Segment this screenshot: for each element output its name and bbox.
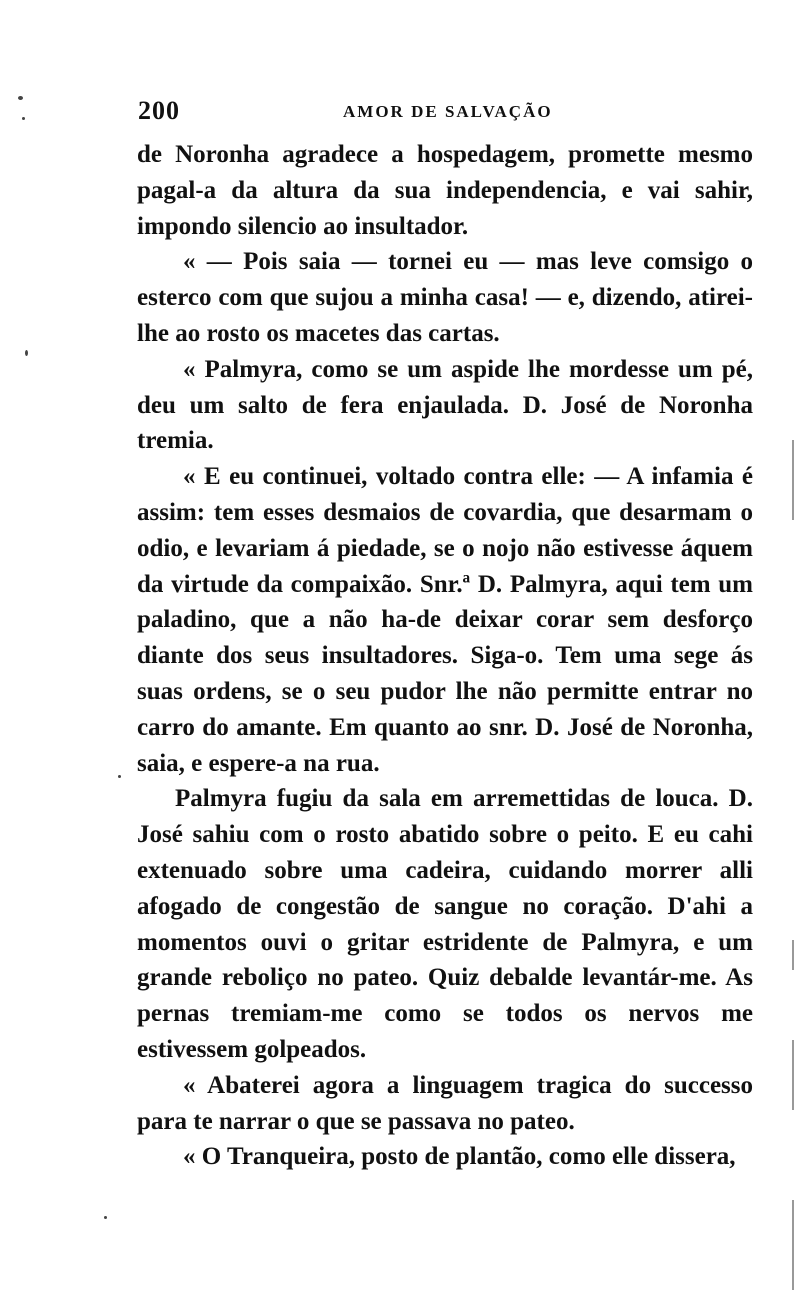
- paragraph: « O Tranqueira, posto de plantão, como elle dissera,: [183, 1143, 736, 1171]
- paragraph: « — Pois saia — tornei eu — mas leve comsigo o esterco com que sujou a minha casa! — e, dizendo, atirei-lhe ao rosto os macetes das cartas.: [137, 248, 753, 347]
- paragraph-continuation: de Noronha agradece a hospedagem, promette mesmo pagal-a da altura da sua independencia, e vai sahir, impondo silencio ao insultador.: [137, 141, 753, 240]
- paragraph: « E eu continuei, voltado contra elle: — A infamia é assim: tem esses desmaios de covardia, que desarmam o odio, e levariam á piedade, se o nojo não estivesse áquem da virtude da compaixão. Snr.ª D. Palmyra, aqui tem um paladino, que a não ha-de deixar corar sem desforço diante dos seus insultadores. Siga-o. Tem uma sege ás suas ordens, se o seu pudor lhe não permitte entrar no carro do amante. Em quanto ao snr. D. José de Noronha, saia, e espere-a na rua.: [137, 463, 753, 777]
- page-header: [138, 96, 758, 130]
- scan-speck: [104, 1216, 107, 1219]
- scan-edge-mark: [792, 940, 794, 970]
- paragraph: « Abaterei agora a linguagem tragica do successo para te narrar o que se passava no pateo.: [137, 1071, 753, 1135]
- scan-speck: [18, 96, 23, 100]
- scan-edge-mark: [792, 1200, 794, 1290]
- paragraph: « Palmyra, como se um aspide lhe mordesse um pé, deu um salto de fera enjaulada. D. José de Noronha tremia.: [137, 355, 753, 455]
- scan-speck: [25, 350, 28, 356]
- scan-speck: [22, 117, 25, 120]
- scan-speck: [118, 775, 121, 778]
- paragraph: Palmyra fugiu da sala em arremettidas de louca. D. José sahiu com o rosto abatido sobre o peito. E eu cahi extenuado sobre uma cadeira, cuidando morrer alli afogado de congestão de sangue no coração. D'ahi a momentos ouvi o gritar estridente de Palmyra, e um grande reboliço no pateo. Quiz debalde levantár-me. As pernas tremiam-me como se todos os nervos me estivessem golpeados.: [137, 785, 753, 1063]
- scan-edge-mark: [792, 1040, 794, 1110]
- running-title: AMOR DE SALVAÇÃO: [343, 102, 553, 121]
- page-number: 200: [138, 96, 180, 125]
- scan-edge-mark: [792, 440, 794, 520]
- body-text: [137, 137, 753, 1175]
